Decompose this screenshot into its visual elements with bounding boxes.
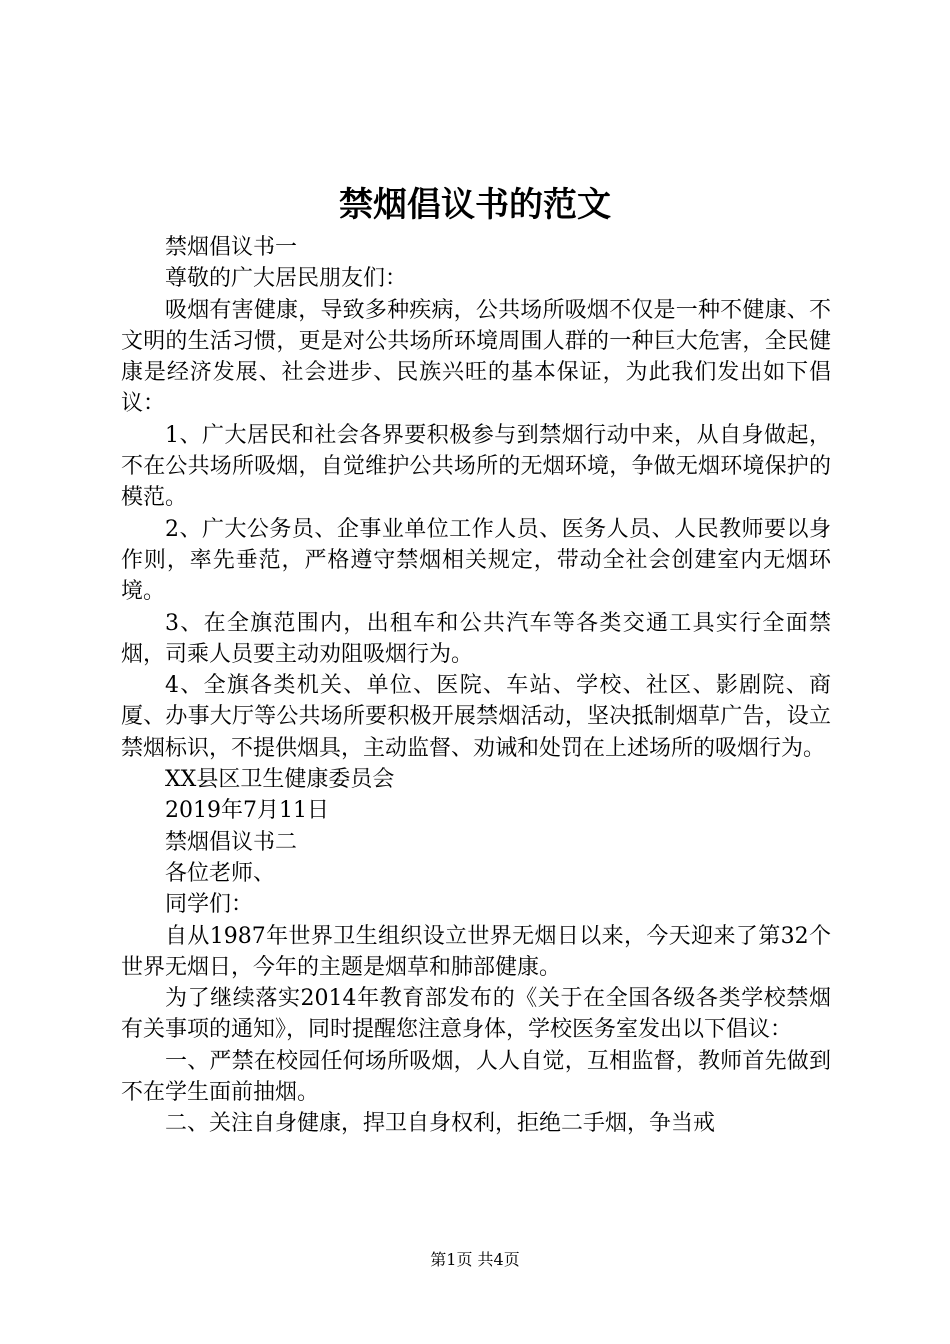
paragraph: 吸烟有害健康，导致多种疾病，公共场所吸烟不仅是一种不健康、不文明的生活习惯，更是对公共场所环境周围人群的一种巨大危害，全民健康是经济发展、社会进步、民族兴旺的基本保证，为此我们发出如下倡议： [121, 297, 831, 417]
paragraph: 自从1987年世界卫生组织设立世界无烟日以来，今天迎来了第32个世界无烟日，今年的主题是烟草和肺部健康。 [121, 923, 831, 980]
signature-date: 2019年7月11日 [165, 798, 329, 824]
list-item: 二、关注自身健康，捍卫自身权利，拒绝二手烟，争当戒 [165, 1111, 716, 1137]
signature-organization: XX县区卫生健康委员会 [165, 767, 395, 793]
page-footer: 第1页 共4页 [430, 1250, 520, 1269]
salutation: 尊敬的广大居民朋友们： [165, 266, 408, 292]
list-item: 4、全旗各类机关、单位、医院、车站、学校、社区、影剧院、商厦、办事大厅等公共场所要积极开展禁烟活动，坚决抵制烟草广告，设立禁烟标识，不提供烟具，主动监督、劝诫和处罚在上述场所的吸烟行为。 [121, 673, 831, 761]
document-body [121, 232, 831, 1140]
paragraph: 为了继续落实2014年教育部发布的《关于在全国各级各类学校禁烟有关事项的通知》，同时提醒您注意身体，学校医务室发出以下倡议： [121, 986, 831, 1043]
list-item: 2、广大公务员、企事业单位工作人员、医务人员、人民教师要以身作则，率先垂范，严格遵守禁烟相关规定，带动全社会创建室内无烟环境。 [121, 516, 831, 605]
list-item: 1、广大居民和社会各界要积极参与到禁烟行动中来，从自身做起，不在公共场所吸烟，自觉维护公共场所的无烟环境，争做无烟环境保护的模范。 [121, 422, 831, 511]
section-heading-2: 禁烟倡议书二 [165, 829, 298, 855]
section-heading-1: 禁烟倡议书一 [165, 235, 298, 260]
list-item: 一、严禁在校园任何场所吸烟，人人自觉，互相监督，教师首先做到不在学生面前抽烟。 [121, 1048, 831, 1106]
document-title: 禁烟倡议书的范文 [339, 185, 611, 225]
list-item: 3、在全旗范围内，出租车和公共汽车等各类交通工具实行全面禁烟，司乘人员要主动劝阻吸烟行为。 [121, 610, 831, 667]
salutation: 各位老师、 [165, 860, 276, 886]
salutation: 同学们： [165, 892, 254, 918]
